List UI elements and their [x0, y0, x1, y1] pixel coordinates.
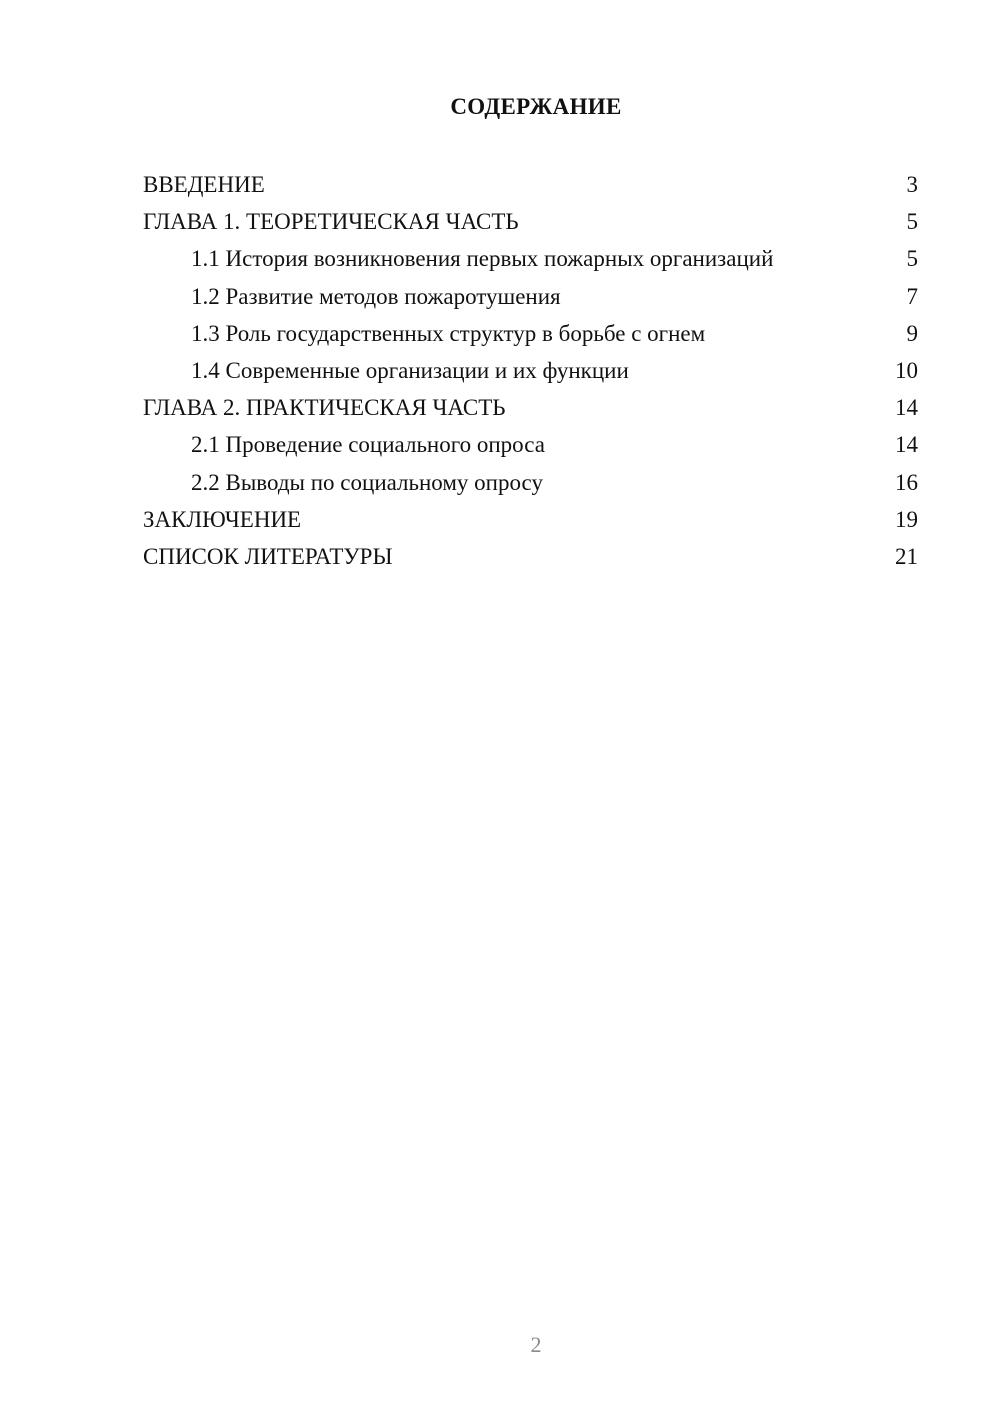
toc-entry-page: 14: [895, 432, 918, 458]
toc-entry-page: 9: [906, 320, 918, 346]
table-of-contents: [143, 166, 918, 575]
toc-entry-label: ГЛАВА 2. ПРАКТИЧЕСКАЯ ЧАСТЬ: [143, 395, 506, 421]
toc-entry-section-1-1: [143, 240, 918, 277]
toc-entry-label: 1.4 Современные организации и их функции: [191, 358, 629, 384]
toc-entry-page: 5: [906, 246, 918, 272]
toc-entry-section-2-1: [143, 426, 918, 463]
toc-entry-conclusion: [143, 501, 918, 538]
toc-entry-chapter-1: [143, 203, 918, 240]
toc-entry-bibliography: [143, 538, 918, 575]
toc-entry-label: ГЛАВА 1. ТЕОРЕТИЧЕСКАЯ ЧАСТЬ: [143, 209, 519, 235]
toc-entry-section-1-2: [143, 278, 918, 315]
toc-entry-section-1-3: [143, 315, 918, 352]
toc-entry-label: 1.3 Роль государственных структур в борьбе с огнем: [191, 320, 706, 346]
toc-entry-page: 21: [895, 543, 918, 569]
toc-entry-section-2-2: [143, 464, 918, 501]
toc-entry-page: 7: [906, 283, 918, 309]
toc-entry-introduction: [143, 166, 918, 203]
toc-entry-page: 10: [895, 358, 918, 384]
page-title: СОДЕРЖАНИЕ: [450, 94, 622, 119]
toc-entry-page: 3: [906, 172, 918, 198]
toc-entry-page: 19: [895, 506, 918, 532]
toc-entry-page: 16: [895, 469, 918, 495]
toc-entry-page: 5: [906, 209, 918, 235]
toc-entry-label: ЗАКЛЮЧЕНИЕ: [143, 506, 302, 532]
page-number: 2: [530, 1332, 542, 1357]
toc-entry-chapter-2: [143, 389, 918, 426]
toc-entry-page: 14: [895, 395, 918, 421]
toc-entry-label: 1.2 Развитие методов пожаротушения: [191, 283, 561, 309]
toc-entry-section-1-4: [143, 352, 918, 389]
toc-entry-label: 2.2 Выводы по социальному опросу: [191, 469, 543, 495]
toc-entry-label: 1.1 История возникновения первых пожарных организаций: [191, 246, 774, 272]
toc-entry-label: СПИСОК ЛИТЕРАТУРЫ: [143, 543, 393, 569]
toc-entry-label: 2.1 Проведение социального опроса: [191, 432, 545, 458]
toc-entry-label: ВВЕДЕНИЕ: [143, 172, 265, 198]
